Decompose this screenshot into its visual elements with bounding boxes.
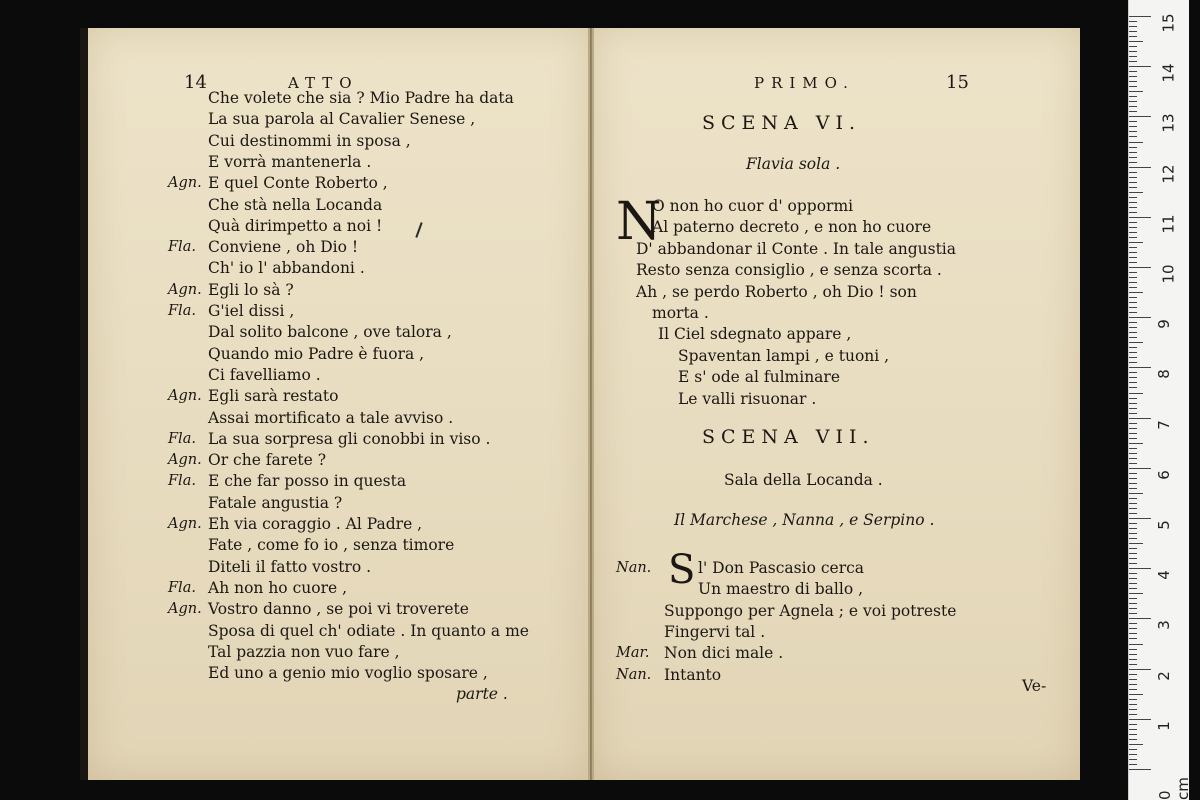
ruler-label: 6 [1154, 470, 1173, 480]
ruler-tick [1129, 106, 1137, 107]
scene-vii-setting: Sala della Locanda . [724, 471, 883, 489]
ruler-tick [1129, 563, 1137, 564]
left-page [88, 28, 590, 780]
verse-line: La sua parola al Cavalier Senese , [208, 110, 476, 129]
ruler-tick [1129, 659, 1137, 660]
ruler-tick [1129, 367, 1151, 368]
verse-line: Or che farete ? [208, 451, 327, 470]
verse-line: La sua sorpresa gli conobbi in viso . [208, 429, 491, 448]
ruler-tick [1129, 709, 1137, 710]
verse-line: Non dici male . [664, 644, 784, 663]
ruler-tick [1129, 513, 1137, 514]
ruler-tick [1129, 583, 1137, 584]
ruler-tick [1129, 312, 1137, 313]
ruler-tick [1129, 518, 1151, 519]
speaker-label: Fla. [168, 430, 196, 447]
ruler-tick [1129, 362, 1137, 363]
ruler-tick [1129, 287, 1137, 288]
ruler-tick [1129, 116, 1151, 117]
ruler-tick [1129, 86, 1137, 87]
ruler-tick [1129, 36, 1137, 37]
ruler-tick [1129, 739, 1137, 740]
ruler-tick [1129, 202, 1137, 203]
ruler-tick [1129, 488, 1137, 489]
ruler-tick [1129, 613, 1137, 614]
ruler-tick [1129, 342, 1143, 343]
ruler-tick [1129, 197, 1137, 198]
speaker-label: Agn. [168, 175, 202, 192]
ruler-tick [1129, 633, 1137, 634]
ruler-tick [1129, 558, 1137, 559]
ruler-tick [1129, 769, 1151, 770]
ruler-tick [1129, 578, 1137, 579]
right-page [592, 28, 1080, 780]
pen-mark [415, 222, 422, 238]
ruler-tick [1129, 418, 1151, 419]
ruler-tick [1129, 242, 1143, 243]
ruler-tick [1129, 377, 1137, 378]
ruler-tick [1129, 573, 1137, 574]
verse-line: Resto senza consiglio , e senza scorta . [636, 261, 942, 280]
scene-vii-title: SCENA VII. [702, 426, 875, 448]
verse-line: Ci favelliamo . [208, 365, 321, 384]
ruler-tick [1129, 473, 1137, 474]
ruler-tick [1129, 167, 1151, 168]
ruler-tick [1129, 126, 1137, 127]
ruler-tick [1129, 754, 1137, 755]
ruler-tick [1129, 598, 1137, 599]
speaker-label: Fla. [168, 473, 196, 490]
ruler-tick [1129, 568, 1151, 569]
ruler-tick [1129, 588, 1137, 589]
ruler-tick [1129, 147, 1137, 148]
ruler-tick [1129, 498, 1137, 499]
ruler-tick [1129, 704, 1137, 705]
verse-line: Assai mortificato a tale avviso . [208, 408, 454, 427]
ruler-label: 5 [1154, 520, 1173, 530]
ruler-tick [1129, 644, 1143, 645]
speaker-label: Nan. [616, 560, 652, 576]
ruler-tick [1129, 257, 1137, 258]
verse-line: G'iel dissi , [208, 302, 295, 320]
verse-line: Quà dirimpetto a noi ! [208, 216, 383, 235]
ruler-tick [1129, 71, 1137, 72]
ruler-tick [1129, 508, 1137, 509]
ruler-tick [1129, 503, 1137, 504]
ruler-tick [1129, 533, 1137, 534]
ruler-tick [1129, 76, 1137, 77]
ruler-tick [1129, 734, 1137, 735]
ruler-tick [1129, 142, 1143, 143]
ruler-tick [1129, 458, 1137, 459]
speaker-label: Agn. [168, 601, 202, 618]
verse-line: Egli lo sà ? [208, 280, 294, 299]
verse-line: E vorrà mantenerla . [208, 152, 372, 171]
ruler-tick [1129, 483, 1137, 484]
ruler-tick [1129, 689, 1137, 690]
ruler-tick [1129, 528, 1137, 529]
ruler-tick [1129, 16, 1151, 17]
ruler-tick [1129, 162, 1137, 163]
ruler-tick [1129, 433, 1137, 434]
verse-line: Ah , se perdo Roberto , oh Dio ! son [636, 282, 917, 301]
ruler-tick [1129, 714, 1137, 715]
ruler-tick [1129, 403, 1137, 404]
ruler-tick [1129, 438, 1137, 439]
ruler-tick [1129, 408, 1137, 409]
speaker-label: Fla. [168, 303, 196, 319]
measuring-ruler [1128, 0, 1192, 800]
verse-line: E quel Conte Roberto , [208, 174, 388, 193]
ruler-label: 11 [1159, 214, 1178, 234]
ruler-tick [1129, 493, 1143, 494]
ruler-tick [1129, 177, 1137, 178]
ruler-tick [1129, 21, 1137, 22]
scene-vi-dropcap: N [616, 192, 662, 252]
ruler-tick [1129, 136, 1137, 137]
ruler-tick [1129, 548, 1137, 549]
ruler-tick [1129, 31, 1137, 32]
ruler-tick [1129, 101, 1137, 102]
scene-vi-title: SCENA VI. [702, 112, 862, 134]
ruler-tick [1129, 277, 1137, 278]
ruler-tick [1129, 603, 1137, 604]
ruler-tick [1129, 262, 1137, 263]
ruler-tick [1129, 157, 1137, 158]
ruler-tick [1129, 317, 1151, 318]
ruler-tick [1129, 744, 1143, 745]
ruler-tick [1129, 282, 1137, 283]
verse-line: Ah non ho cuore , [208, 578, 348, 597]
ruler-tick [1129, 61, 1137, 62]
ruler-tick [1129, 41, 1143, 42]
ruler-label: 13 [1159, 113, 1178, 133]
ruler-tick [1129, 267, 1151, 268]
ruler-label: 10 [1159, 264, 1178, 284]
verse-line: Diteli il fatto vostro . [208, 557, 372, 576]
ruler-tick [1129, 227, 1137, 228]
verse-line: morta . [652, 304, 709, 322]
ruler-tick [1129, 719, 1151, 720]
verse-line: Sposa di quel ch' odiate . In quanto a me [208, 621, 529, 640]
ruler-tick [1129, 694, 1143, 695]
ruler-label: 2 [1154, 670, 1173, 681]
ruler-tick [1129, 56, 1137, 57]
ruler-tick [1129, 212, 1137, 213]
verse-line: Le valli risuonar . [678, 389, 817, 408]
right-running-head: PRIMO. [754, 74, 855, 92]
ruler-tick [1129, 337, 1137, 338]
verse-line: Ch' io l' abbandoni . [208, 259, 365, 278]
verse-line: Un maestro di ballo , [698, 580, 864, 599]
verse-line: Spaventan lampi , e tuoni , [678, 346, 890, 365]
ruler-tick [1129, 152, 1137, 153]
ruler-tick [1129, 478, 1137, 479]
ruler-tick [1129, 237, 1137, 238]
ruler-label: 4 [1154, 570, 1173, 580]
ruler-tick [1129, 81, 1137, 82]
ruler-tick [1129, 423, 1137, 424]
ruler-tick [1129, 121, 1137, 122]
verse-line: O non ho cuor d' oppormi [652, 197, 854, 215]
verse-line: Conviene , oh Dio ! [208, 238, 359, 257]
verse-line: Che stà nella Locanda [208, 195, 383, 214]
ruler-tick [1129, 247, 1137, 248]
scene-vi-characters: Flavia sola . [746, 155, 841, 173]
ruler-label: 0 cm [1156, 777, 1192, 800]
ruler-tick [1129, 649, 1137, 650]
ruler-tick [1129, 182, 1137, 183]
ruler-tick [1129, 292, 1143, 293]
speaker-label: Fla. [168, 239, 196, 256]
verse-line: Il Ciel sdegnato appare , [658, 325, 852, 344]
ruler-tick [1129, 393, 1143, 394]
ruler-tick [1129, 217, 1151, 218]
ruler-label: 9 [1154, 319, 1173, 329]
verse-line: Dal solito balcone , ove talora , [208, 323, 452, 342]
ruler-label: 14 [1159, 63, 1178, 83]
verse-line: Quando mio Padre è fuora , [208, 344, 425, 363]
verse-line: Fingervi tal . [664, 622, 766, 641]
ruler-tick [1129, 669, 1151, 670]
ruler-tick [1129, 538, 1137, 539]
speaker-label: Agn. [168, 452, 202, 469]
ruler-label: 12 [1159, 164, 1178, 184]
ruler-tick [1129, 347, 1137, 348]
verse-line: Eh via coraggio . Al Padre , [208, 515, 423, 533]
ruler-label: 7 [1154, 419, 1173, 430]
ruler-tick [1129, 608, 1137, 609]
speaker-label: Agn. [168, 281, 202, 298]
ruler-tick [1129, 192, 1143, 193]
catchword: Ve- [1022, 677, 1047, 695]
ruler-tick [1129, 468, 1151, 469]
ruler-tick [1129, 26, 1137, 27]
ruler-tick [1129, 307, 1137, 308]
ruler-tick [1129, 684, 1137, 685]
ruler-tick [1129, 398, 1137, 399]
open-book [80, 28, 1078, 780]
verse-line: Intanto [664, 665, 722, 684]
ruler-tick [1129, 699, 1137, 700]
ruler-tick [1129, 638, 1137, 639]
ruler-tick [1129, 51, 1137, 52]
verse-line: E s' ode al fulminare [678, 368, 841, 387]
speaker-label: Agn. [168, 516, 202, 532]
verse-line: D' abbandonar il Conte . In tale angustia [636, 239, 957, 258]
ruler-tick [1129, 96, 1137, 97]
ruler-tick [1129, 759, 1137, 760]
ruler-tick [1129, 729, 1137, 730]
scene-vii-characters: Il Marchese , Nanna , e Serpino . [674, 511, 935, 529]
ruler-label: 3 [1154, 620, 1173, 631]
ruler-tick [1129, 448, 1137, 449]
verse-line: Cui destinommi in sposa , [208, 131, 411, 150]
left-page-number: 14 [184, 72, 207, 93]
ruler-tick [1129, 252, 1137, 253]
ruler-label: 15 [1159, 13, 1178, 33]
speaker-label: Nan. [616, 666, 652, 683]
ruler-tick [1129, 443, 1143, 444]
ruler-tick [1129, 332, 1137, 333]
ruler-tick [1129, 172, 1137, 173]
ruler-tick [1129, 724, 1137, 725]
exit-direction: parte . [456, 685, 508, 703]
ruler-tick [1129, 232, 1137, 233]
ruler-tick [1129, 413, 1137, 414]
verse-line: Fatale angustia ? [208, 493, 343, 512]
ruler-tick [1129, 382, 1137, 383]
ruler-tick [1129, 302, 1137, 303]
ruler-tick [1129, 453, 1137, 454]
ruler-tick [1129, 357, 1137, 358]
ruler-tick [1129, 187, 1137, 188]
ruler-tick [1129, 674, 1137, 675]
ruler-tick [1129, 428, 1137, 429]
ruler-tick [1129, 749, 1137, 750]
ruler-tick [1129, 553, 1137, 554]
ruler-tick [1129, 46, 1137, 47]
scene-vii-dropcap: S [668, 547, 696, 593]
ruler-tick [1129, 327, 1137, 328]
ruler-tick [1129, 207, 1137, 208]
ruler-label: 1 [1154, 721, 1173, 731]
ruler-tick [1129, 463, 1137, 464]
verse-line: Egli sarà restato [208, 387, 339, 406]
verse-line: Suppongo per Agnela ; e voi potreste [664, 601, 957, 620]
ruler-tick [1129, 664, 1137, 665]
ruler-tick [1129, 297, 1137, 298]
ruler-tick [1129, 322, 1137, 323]
speaker-label: Mar. [616, 645, 650, 662]
ruler-tick [1129, 623, 1137, 624]
ruler-tick [1129, 593, 1143, 594]
ruler-label: 8 [1154, 369, 1173, 380]
ruler-tick [1129, 222, 1137, 223]
verse-line: Fate , come fo io , senza timore [208, 536, 455, 555]
speaker-label: Fla. [168, 579, 196, 596]
ruler-tick [1129, 91, 1143, 92]
verse-line: Tal pazzia non vuo fare , [208, 642, 400, 661]
verse-line: Vostro danno , se poi vi troverete [208, 600, 469, 619]
ruler-tick [1129, 352, 1137, 353]
ruler-tick [1129, 111, 1137, 112]
ruler-tick [1129, 372, 1137, 373]
ruler-tick [1129, 618, 1151, 619]
ruler-tick [1129, 679, 1137, 680]
left-running-head: ATTO [288, 74, 359, 92]
ruler-tick [1129, 654, 1137, 655]
ruler-tick [1129, 543, 1143, 544]
ruler-tick [1129, 272, 1137, 273]
ruler-tick [1129, 764, 1137, 765]
verse-line: Ed uno a genio mio voglio sposare , [208, 664, 488, 683]
ruler-tick [1129, 131, 1137, 132]
ruler-tick [1129, 387, 1137, 388]
verse-line: Al paterno decreto , e non ho cuore [652, 218, 932, 237]
verse-line: Che volete che sia ? Mio Padre ha data [208, 89, 514, 107]
ruler-tick [1129, 523, 1137, 524]
verse-line: l' Don Pascasio cerca [698, 559, 865, 577]
verse-line: E che far posso in questa [208, 472, 407, 491]
ruler-tick [1129, 628, 1137, 629]
right-page-number: 15 [946, 72, 969, 93]
ruler-tick [1129, 66, 1151, 67]
speaker-label: Agn. [168, 388, 202, 405]
